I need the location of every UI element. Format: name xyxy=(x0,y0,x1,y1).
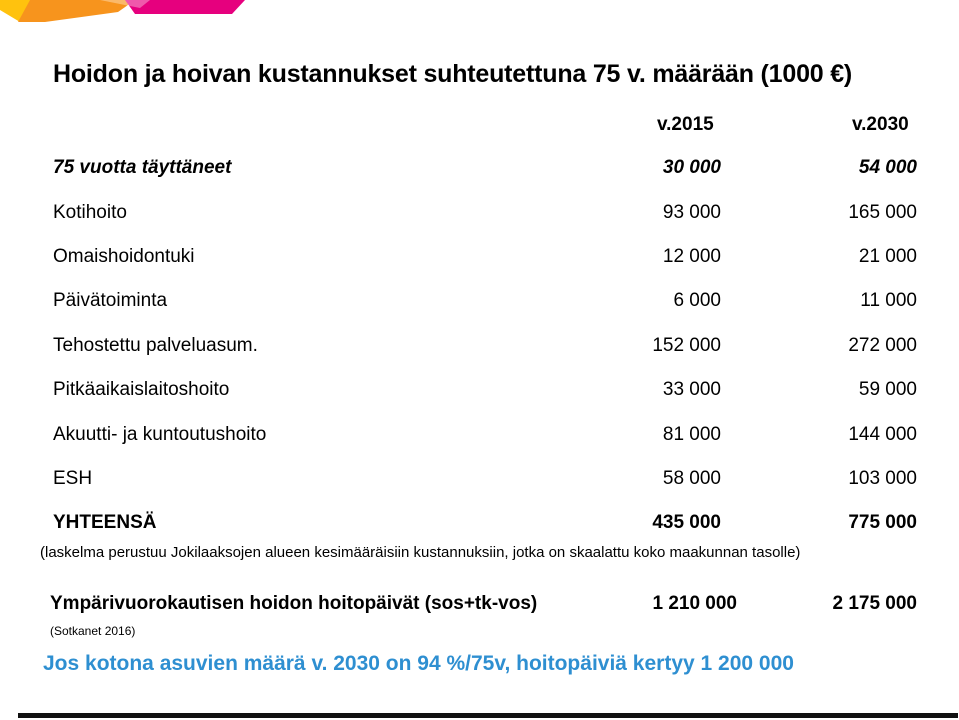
value-2030: 775 000 xyxy=(848,512,917,533)
value-2015: 58 000 xyxy=(662,468,721,489)
highlight-statement: Jos kotona asuvien määrä v. 2030 on 94 %/75v, hoitopäiviä kertyy 1 200 000 xyxy=(43,652,794,675)
row-label: ESH xyxy=(53,468,93,489)
row-label: Omaishoidontuki xyxy=(53,246,195,267)
row-label: Pitkäaikaislaitoshoito xyxy=(53,379,230,400)
total-row xyxy=(0,512,959,542)
row-label: Akuutti- ja kuntoutushoito xyxy=(53,424,267,445)
column-header-2015: v.2015 xyxy=(657,114,714,135)
row-label: Ympärivuorokautisen hoidon hoitopäivät (sos+tk-vos) xyxy=(50,593,538,614)
table-row xyxy=(0,290,959,320)
table-row xyxy=(0,468,959,498)
value-2015: 12 000 xyxy=(662,246,721,267)
value-2015: 435 000 xyxy=(652,512,721,533)
value-2015: 30 000 xyxy=(662,157,721,178)
value-2015: 1 210 000 xyxy=(652,593,737,614)
decorative-banner xyxy=(0,0,260,22)
table-row xyxy=(0,379,959,409)
table-row xyxy=(0,424,959,454)
row-label: 75 vuotta täyttäneet xyxy=(53,157,232,178)
value-2030: 144 000 xyxy=(848,424,917,445)
value-2030: 21 000 xyxy=(858,246,917,267)
value-2015: 81 000 xyxy=(662,424,721,445)
column-header-2030: v.2030 xyxy=(852,114,909,135)
bottom-divider xyxy=(18,713,958,718)
value-2015: 6 000 xyxy=(673,290,721,311)
value-2030: 103 000 xyxy=(848,468,917,489)
value-2015: 152 000 xyxy=(652,335,721,356)
row-label: Päivätoiminta xyxy=(53,290,168,311)
value-2030: 2 175 000 xyxy=(832,593,917,614)
calculation-note: (laskelma perustuu Jokilaaksojen alueen kesimääräisiin kustannuksiin, jotka on skaalattu koko maakunnan tasolle) xyxy=(40,544,801,561)
value-2015: 33 000 xyxy=(662,379,721,400)
table-row xyxy=(0,202,959,232)
row-label: Kotihoito xyxy=(53,202,127,223)
page-title: Hoidon ja hoivan kustannukset suhteutettuna 75 v. määrään (1000 €) xyxy=(53,60,853,88)
value-2030: 59 000 xyxy=(858,379,917,400)
row-label: YHTEENSÄ xyxy=(53,512,157,533)
table-row xyxy=(0,335,959,365)
value-2030: 11 000 xyxy=(860,290,917,311)
table-row xyxy=(0,157,959,187)
row-label: Tehostettu palveluasum. xyxy=(53,335,258,356)
value-2030: 272 000 xyxy=(848,335,917,356)
value-2030: 165 000 xyxy=(848,202,917,223)
value-2030: 54 000 xyxy=(858,157,917,178)
source-note: (Sotkanet 2016) xyxy=(50,624,136,638)
table-row xyxy=(0,246,959,276)
value-2015: 93 000 xyxy=(662,202,721,223)
